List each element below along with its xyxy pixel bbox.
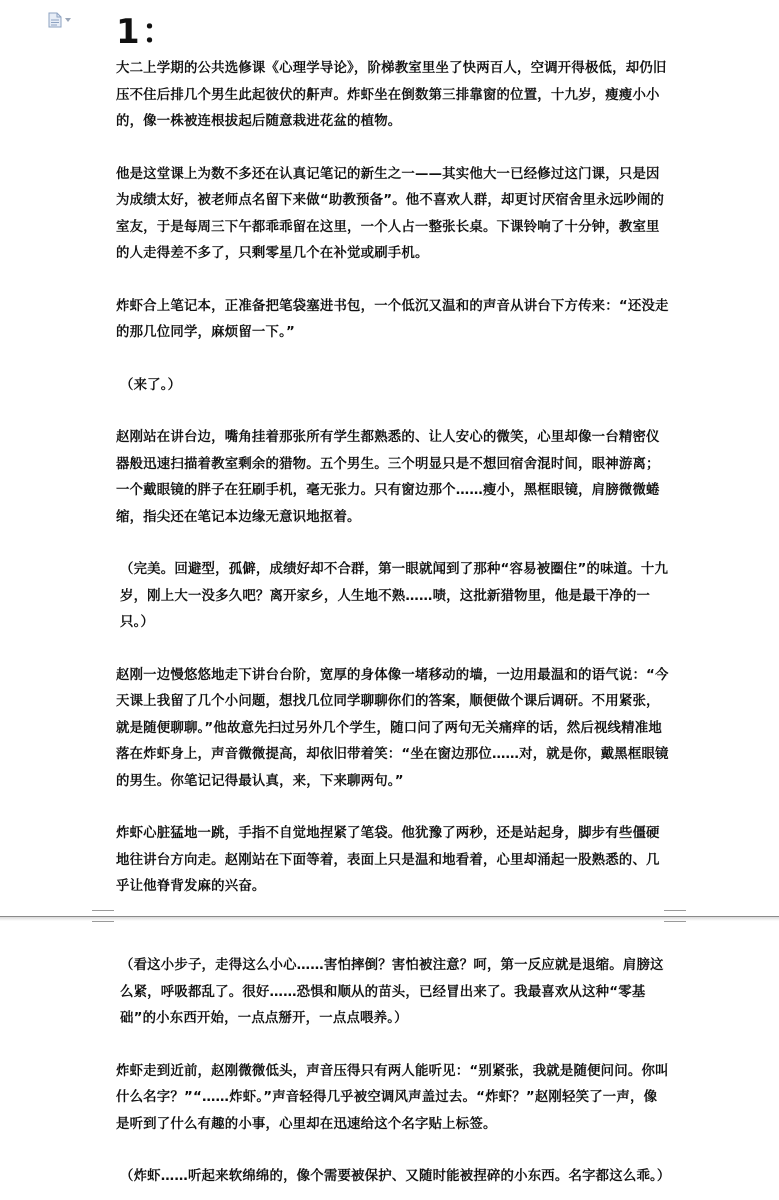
paragraph: 炸虾走到近前，赵刚微微低头，声音压得只有两人能听见：“别紧张，我就是随便问问。你叫什么名字？”“……炸虾。”声音轻得几乎被空调风声盖过去。“炸虾？”赵刚轻笑了一声，像是听到了什么有趣的小事，心里却在迅速给这个名字贴上标签。 [116, 1063, 669, 1132]
margin-marker-right [664, 910, 686, 922]
page-2-body [116, 953, 669, 1191]
page-edge-shadow [0, 917, 779, 921]
paragraph: 炸虾心脏猛地一跳，手指不自觉地捏紧了笔袋。他犹豫了两秒，还是站起身，脚步有些僵硬地往讲台方向走。赵刚站在下面等着，表面上只是温和地看着，心里却涌起一股熟悉的、几乎让他脊背发麻的兴奋。 [116, 826, 660, 894]
paragraph: 赵刚一边慢悠悠地走下讲台台阶，宽厚的身体像一堵移动的墙，一边用最温和的语气说：“今天课上我留了几个小问题，想找几位同学聊聊你们的答案，顺便做个课后调研。不用紧张，就是随便聊聊。”他故意先扫过另外几个学生，随口问了两句无关痛痒的话，然后视线精准地落在炸虾身上，声音微微提高，却依旧带着笑：“坐在窗边那位……对，就是你，戴黑框眼镜的男生。你笔记记得最认真，来，下来聊两句。” [116, 667, 669, 789]
chevron-down-icon [65, 18, 71, 22]
document-options-control[interactable] [48, 12, 71, 28]
margin-marker-left [92, 910, 114, 922]
paragraph: （看这小步子，走得这么小心……害怕摔倒？害怕被注意？呵，第一反应就是退缩。肩膀这么紧，呼吸都乱了。很好……恐惧和顺从的苗头，已经冒出来了。我最喜欢从这种“零基础”的小东西开始，一点点掰开，一点点喂养。） [120, 958, 664, 1026]
paragraph: 他是这堂课上为数不多还在认真记笔记的新生之一——其实他大一已经修过这门课，只是因为成绩太好，被老师点名留下来做“助教预备”。他不喜欢人群，却更讨厌宿舍里永远吵闹的室友，于是每周三下午都乖乖留在这里，一个人占一整张长桌。下课铃响了十分钟，教室里的人走得差不多了，只剩零星几个在补觉或刷手机。 [116, 166, 665, 261]
paragraph: 赵刚站在讲台边，嘴角挂着那张所有学生都熟悉的、让人安心的微笑，心里却像一台精密仪器般迅速扫描着教室剩余的猎物。五个男生。三个明显只是不想回宿舍混时间，眼神游离；一个戴眼镜的胖子在狂刷手机，毫无张力。只有窗边那个……瘦小，黑框眼镜，肩膀微微蜷缩，指尖还在笔记本边缘无意识地抠着。 [116, 430, 660, 525]
paragraph: 大二上学期的公共选修课《心理学导论》，阶梯教室里坐了快两百人，空调开得极低，却仍旧压不住后排几个男生此起彼伏的鼾声。炸虾坐在倒数第三排靠窗的位置，十九岁，瘦瘦小小的，像一株被连根拔起后随意栽进花盆的植物。 [116, 61, 667, 129]
section-heading: 1： [116, 12, 178, 52]
page-break [0, 913, 779, 921]
paragraph: 炸虾合上笔记本，正准备把笔袋塞进书包，一个低沉又温和的声音从讲台下方传来：“还没走的那几位同学，麻烦留一下。” [116, 298, 669, 340]
document-icon [48, 12, 62, 28]
paragraph: （来了。） [120, 377, 182, 393]
page-1-body [116, 56, 669, 901]
paragraph: （炸虾……听起来软绵绵的，像个需要被保护、又随时能被捏碎的小东西。名字都这么乖。） [120, 1169, 671, 1184]
paragraph: （完美。回避型，孤僻，成绩好却不合群，第一眼就闻到了那种“容易被圈住”的味道。十九岁，刚上大一没多久吧？离开家乡，人生地不熟……啧，这批新猎物里，他是最干净的一只。） [120, 562, 669, 630]
